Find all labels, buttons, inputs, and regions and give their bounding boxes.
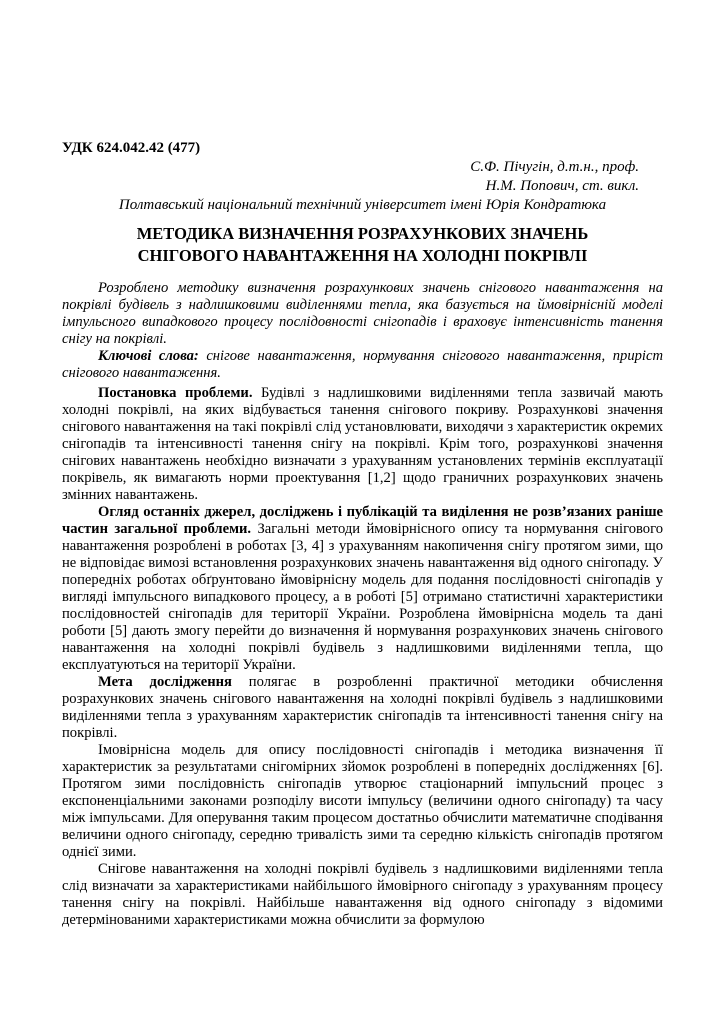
keywords-text: снігове навантаження, нормування снігового навантаження, приріст снігового навантаження. <box>62 348 663 381</box>
paragraph-lead: Огляд останніх джерел, досліджень і публікацій та виділення не розв’язаних раніше частин загальної проблеми. <box>62 504 663 537</box>
body-paragraph-probabilistic-model <box>62 742 663 861</box>
body-paragraph-snow-load <box>62 861 663 929</box>
article-title-line-2: СНІГОВОГО НАВАНТАЖЕННЯ НА ХОЛОДНІ ПОКРІВЛІ <box>137 246 588 265</box>
article-title-line-1: МЕТОДИКА ВИЗНАЧЕННЯ РОЗРАХУНКОВИХ ЗНАЧЕНЬ <box>136 224 589 243</box>
author-line: С.Ф. Пічугін, д.т.н., проф. <box>470 159 639 175</box>
byline <box>62 158 663 215</box>
paragraph-lead: Постановка проблеми. <box>98 385 262 401</box>
paragraph-text: полягає в розробленні практичної методики обчислення розрахункових значень снігового навантаження на холодні покрівлі будівель з надлишковими виділеннями тепла з урахуванням характеристик снігопадів та інтенсивності танення снігу на покрівлі. <box>62 674 663 741</box>
paragraph-text: Будівлі з надлишковими виділеннями тепла зазвичай мають холодні покрівлі, на яких відбувається танення снігового покриву. Розрахункові значення снігового навантаження на такі покрівлі слід установлювати, виходячи з характеристик окремих снігопадів та інтенсивності танення снігу на покрівлі. Крім того, розрахункові значення снігових навантажень необхідно визначати з урахуванням установлених термінів експлуатації покрівель, як вимагають норми проектування [1,2] щодо граничних розрахункових значень змінних навантажень. <box>62 385 663 503</box>
keywords-label: Ключові слова: <box>98 348 207 364</box>
body-paragraph-research-goal <box>62 674 663 742</box>
paragraph-lead: Мета дослідження <box>98 674 249 690</box>
affiliation: Полтавський національний технічний університет імені Юрія Кондратюка <box>118 197 607 213</box>
paragraph-text: Імовірнісна модель для опису послідовності снігопадів і методика визначення її характеристик за результатами снігомірних зйомок розроблені в попередніх дослідженнях [6]. Протягом зими послідовність снігопадів утворює стаціонарний імпульсний процес з експоненціальними законами розподілу висоти імпульсу (величини одного снігопаду) та часу між імпульсами. Для оперування таким процесом достатньо обчислити математичне сподівання величини одного снігопаду, середню тривалість зими та середню кількість снігопадів протягом однієї зими. <box>62 742 663 860</box>
paragraph-text: Загальні методи ймовірнісного опису та нормування снігового навантаження розроблені в роботах [3, 4] з урахуванням накопичення снігу протягом зими, що не відповідає вимозі встановлення розрахункових значень навантаження від одного снігопаду. У попередніх роботах обґрунтовано ймовірнісну модель для подання послідовності снігопадів у вигляді імпульсного випадкового процесу, а в роботі [5] отримано статистичні характеристики послідовностей снігопадів для території України. Розроблена ймовірнісна модель та дані роботи [5] дають змогу перейти до визначення й нормування розрахункових значень снігового навантаження на холодні покрівлі будівель з надлишковими виділеннями тепла, що експлуатуються на території України. <box>62 521 663 673</box>
body-paragraph-sources-review <box>62 504 663 674</box>
article-title <box>62 223 663 267</box>
body-paragraph-problem-statement <box>62 385 663 504</box>
abstract-paragraph: Розроблено методику визначення розрахункових значень снігового навантаження на покрівлі будівель з надлишковими виділеннями тепла, яка базується на ймовірнісній моделі імпульсного випадкового процесу послідовності снігопадів і враховує інтенсивність танення снігу на покрівлі. <box>62 280 663 347</box>
paragraph-text: Снігове навантаження на холодні покрівлі будівель з надлишковими виділеннями тепла слід визначати за характеристиками найбільшого ймовірного снігопаду з урахуванням процесу танення снігу на покрівлі. Найбільше навантаження від одного снігопаду з відомими детермінованими характеристиками можна обчислити за формулою <box>62 861 663 928</box>
udc-code: УДК 624.042.42 (477) <box>62 140 201 156</box>
keywords-paragraph <box>62 348 663 382</box>
author-line: Н.М. Попович, ст. викл. <box>485 178 639 194</box>
